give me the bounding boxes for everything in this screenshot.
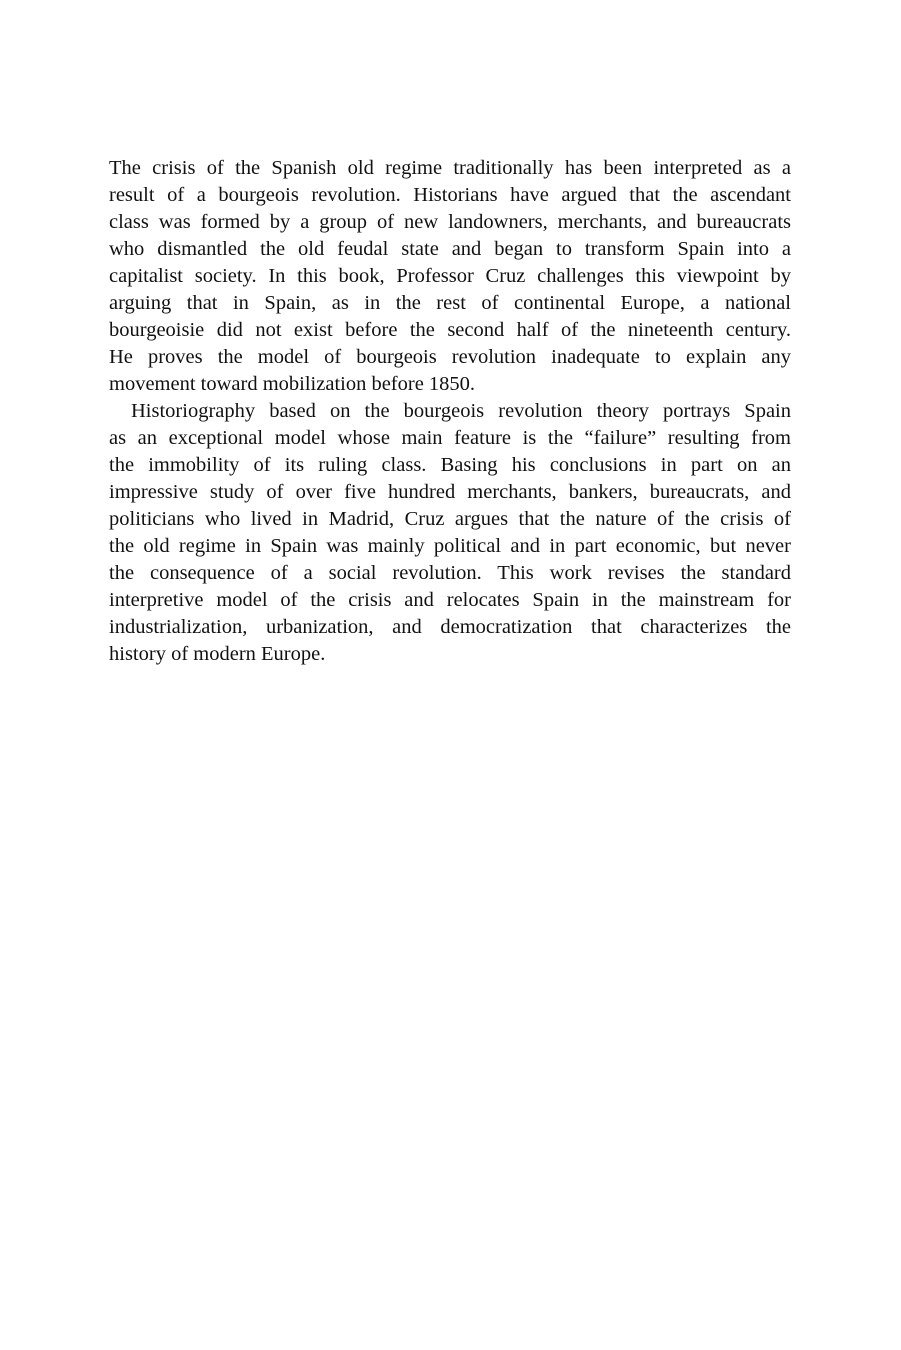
book-description: [109, 155, 791, 668]
paragraph-2: [109, 398, 791, 668]
text-line: capitalist society. In this book, Professor Cruz challenges this viewpoint by: [109, 265, 791, 287]
text-line: class was formed by a group of new landowners, merchants, and bureaucrats: [109, 211, 791, 233]
text-line: arguing that in Spain, as in the rest of continental Europe, a national: [109, 292, 791, 314]
text-line: bourgeoisie did not exist before the second half of the nineteenth century.: [109, 319, 791, 341]
text-line: history of modern Europe.: [109, 643, 326, 665]
text-line: impressive study of over five hundred merchants, bankers, bureaucrats, and: [109, 481, 791, 503]
paragraph-1: [109, 155, 791, 398]
text-line: as an exceptional model whose main feature is the “failure” resulting from: [109, 427, 791, 449]
text-line: the consequence of a social revolution. This work revises the standard: [109, 562, 791, 584]
text-line: the old regime in Spain was mainly political and in part economic, but never: [109, 535, 791, 557]
text-line: movement toward mobilization before 1850.: [109, 373, 476, 395]
text-line: who dismantled the old feudal state and began to transform Spain into a: [109, 238, 791, 260]
text-line: Historiography based on the bourgeois revolution theory portrays Spain: [131, 400, 791, 422]
text-line: industrialization, urbanization, and democratization that characterizes the: [109, 616, 791, 638]
text-line: He proves the model of bourgeois revolution inadequate to explain any: [109, 346, 791, 368]
text-line: interpretive model of the crisis and relocates Spain in the mainstream for: [109, 589, 791, 611]
text-line: result of a bourgeois revolution. Historians have argued that the ascendant: [109, 184, 791, 206]
text-line: the immobility of its ruling class. Basing his conclusions in part on an: [109, 454, 791, 476]
text-line: The crisis of the Spanish old regime traditionally has been interpreted as a: [109, 157, 791, 179]
text-line: politicians who lived in Madrid, Cruz argues that the nature of the crisis of: [109, 508, 791, 530]
